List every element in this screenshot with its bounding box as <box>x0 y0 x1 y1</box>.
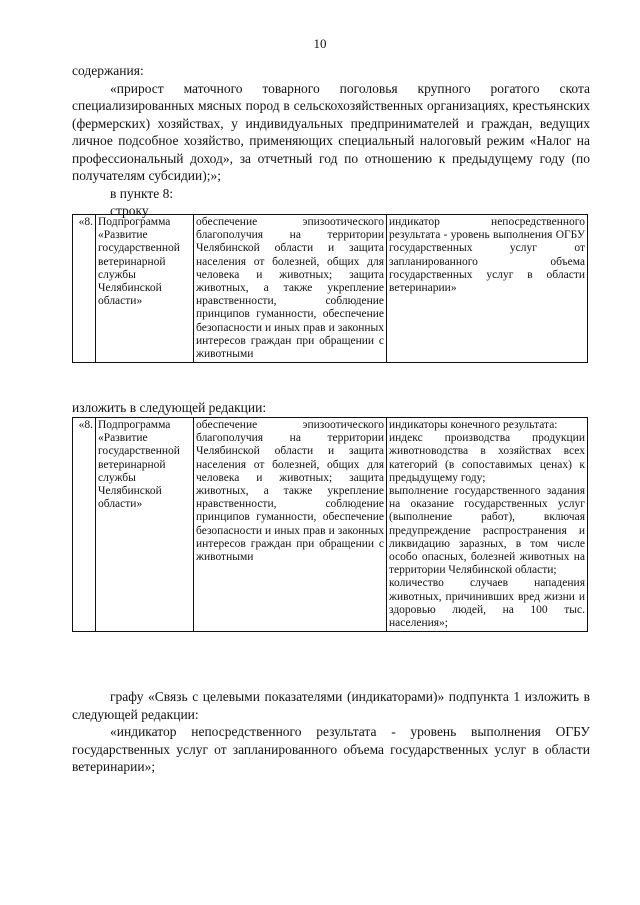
final-quote: «индикатор непосредственного результата - уровень выполнения ОГБУ государственных услуг от запланированного объема государственных услуг в области ветеринарии»; <box>72 724 590 774</box>
subprogram-name: Подпрограмма «Развитие государственной ветеринарной службы Челябинской области» <box>96 418 194 632</box>
row-word: строку <box>110 203 149 218</box>
point-reference: в пункте 8: <box>110 185 174 201</box>
old-row-table <box>72 214 588 363</box>
table-row <box>73 215 588 363</box>
indicator-item: выполнение государственного задания на оказание государственных услуг (выполнение работ), включая предупреждение распространения и ликвидацию заразных, в том числе особо опасных, болезней животных на территории Челябинской области; <box>389 485 585 577</box>
row-number: «8. <box>73 215 96 363</box>
indicators-heading: индикаторы конечного результата: <box>389 419 558 431</box>
task-description: обеспечение эпизоотического благополучия на территории Челябинской области и защита населения от болезней, общих для человека и животных; защита животных, а также укрепление нравственности, соблюдение принципов гуманности, обеспечение безопасности и иных прав и законных интересов граждан при обращении с животными <box>194 215 387 363</box>
table-row <box>73 418 588 632</box>
quoted-indicator-paragraph: «прирост маточного товарного поголовья крупного рогатого скота специализированных мясных пород в сельскохозяйственных организациях, крестьянских (фермерских) хозяйствах, у индивидуальных предпринимателей и граждан, ведущих личное подсобное хозяйство, применяющих специальный налоговый режим «Налог на профессиональный доход», за отчетный год по отношению к предыдущему году (по получателям субсидии);»; <box>72 80 590 183</box>
row-number: «8. <box>73 418 96 632</box>
indicator-item: индекс производства продукции животноводства в хозяйствах всех категорий (в сопоставимых ценах) к предыдущему году; <box>389 432 585 484</box>
graph-instruction: графу «Связь с целевыми показателями (индикаторами)» подпункта 1 изложить в следующей редакции: <box>72 689 590 722</box>
task-description: обеспечение эпизоотического благополучия на территории Челябинской области и защита населения от болезней, общих для человека и животных; защита животных, а также укрепление нравственности, соблюдение принципов гуманности, обеспечение безопасности и иных прав и законных интересов граждан при обращении с животными <box>194 418 387 632</box>
closing-block <box>72 688 590 776</box>
intro-block <box>72 62 590 220</box>
page-number: 10 <box>313 36 327 51</box>
indicator-text: индикатор непосредственного результата - уровень выполнения ОГБУ государственных услуг от запланированного объема государственных услуг в области ветеринарии» <box>387 215 588 363</box>
new-row-table <box>72 417 588 632</box>
state-text: изложить в следующей редакции: <box>72 400 267 415</box>
indicator-item: количество случаев нападения животных, причинивших вред жизни и здоровью людей, на 100 тыс. населения»; <box>389 577 585 630</box>
subprogram-name: Подпрограмма «Развитие государственной ветеринарной службы Челябинской области» <box>96 215 194 363</box>
lead-word: содержания: <box>72 63 144 78</box>
indicators-list <box>387 418 588 632</box>
